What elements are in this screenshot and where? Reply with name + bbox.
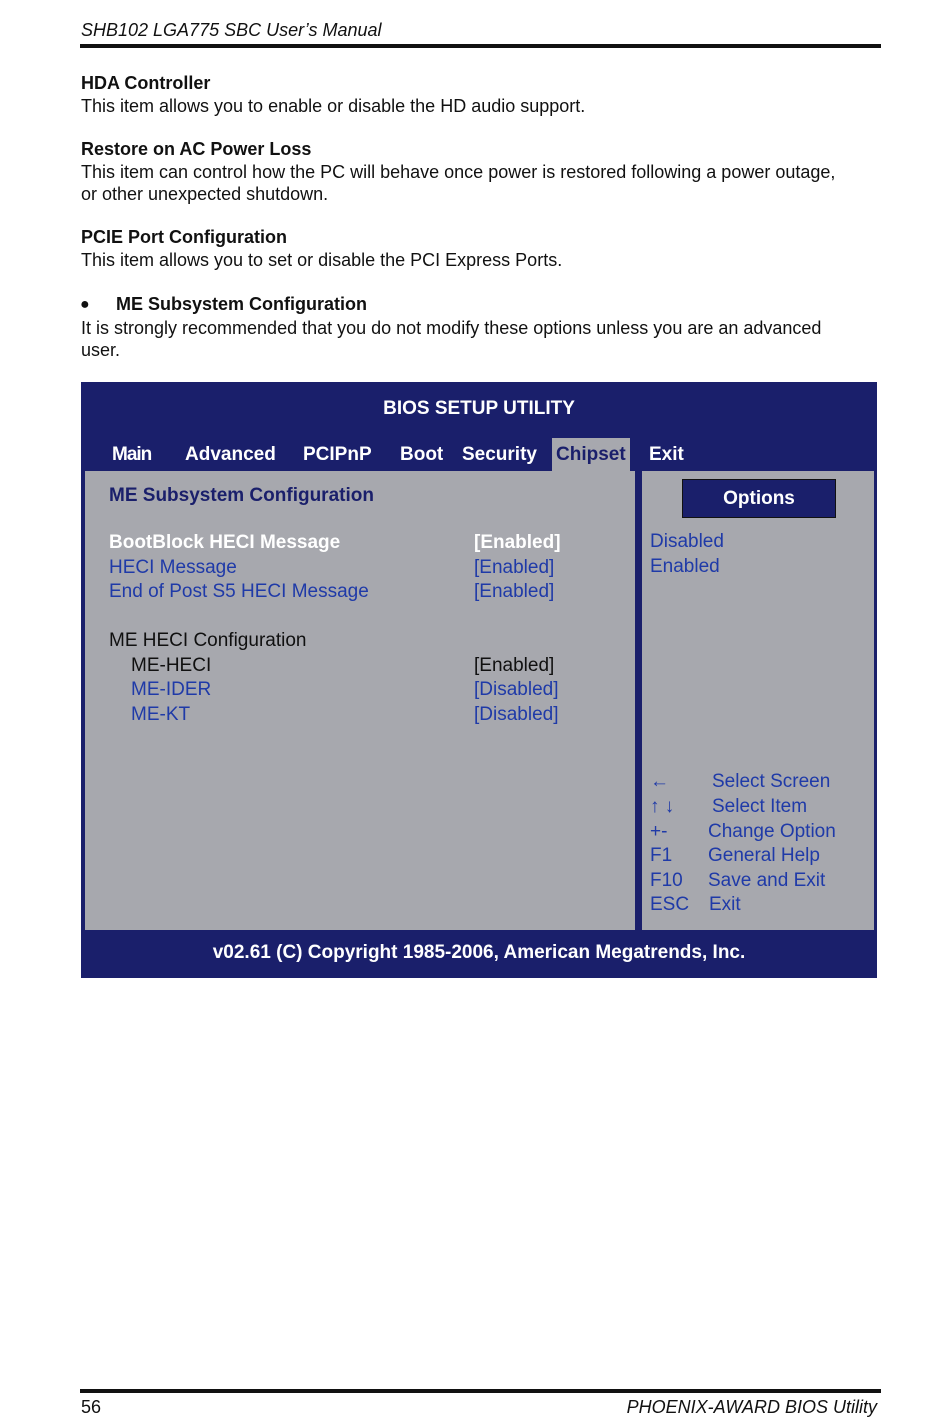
- menu-advanced[interactable]: Advanced: [185, 444, 276, 465]
- pcie-title: PCIE Port Configuration: [81, 227, 287, 247]
- hda-title: HDA Controller: [81, 73, 211, 93]
- header-rule: [80, 44, 881, 48]
- heci-message-label[interactable]: HECI Message: [109, 557, 237, 578]
- menu-pcipnp[interactable]: PCIPnP: [303, 444, 372, 465]
- me-heci-value: [Enabled]: [474, 655, 555, 676]
- help-key-esc: ESC: [650, 894, 690, 915]
- option-disabled[interactable]: Disabled: [650, 531, 724, 552]
- menu-exit[interactable]: Exit: [649, 444, 684, 465]
- help-exit: Exit: [709, 894, 741, 915]
- help-panel: [642, 471, 874, 930]
- bios-copyright: v02.61 (C) Copyright 1985-2006, American Megatrends, Inc.: [212, 942, 746, 963]
- bootblock-heci-label[interactable]: BootBlock HECI Message: [109, 532, 341, 553]
- heci-message-value[interactable]: [Enabled]: [474, 557, 555, 578]
- restore-text-line2: or other unexpected shutdown.: [81, 184, 329, 204]
- help-change-option: Change Option: [708, 821, 836, 842]
- footer-title: PHOENIX-AWARD BIOS Utility: [626, 1397, 877, 1417]
- me-heci-config-heading: ME HECI Configuration: [109, 630, 307, 651]
- help-save-exit: Save and Exit: [708, 870, 826, 891]
- help-key-f10: F10: [650, 870, 683, 891]
- end-of-post-label[interactable]: End of Post S5 HECI Message: [109, 581, 369, 602]
- menu-boot[interactable]: Boot: [400, 444, 444, 465]
- bullet-icon: ●: [80, 296, 90, 313]
- left-arrow-icon: ←: [650, 771, 669, 792]
- menu-security[interactable]: Security: [462, 444, 537, 465]
- help-key-f1: F1: [650, 845, 673, 866]
- help-select-screen: Select Screen: [712, 771, 831, 792]
- up-down-arrow-icon: ↑ ↓: [650, 796, 675, 817]
- panel-title: ME Subsystem Configuration: [109, 485, 374, 506]
- me-title: ME Subsystem Configuration: [116, 294, 368, 314]
- bootblock-heci-value[interactable]: [Enabled]: [474, 532, 561, 553]
- me-kt-value[interactable]: [Disabled]: [474, 704, 559, 725]
- pcie-text: This item allows you to set or disable the PCI Express Ports.: [81, 250, 563, 270]
- bios-title: BIOS SETUP UTILITY: [383, 398, 575, 419]
- options-header: Options: [682, 479, 836, 518]
- menu-main[interactable]: Main: [112, 444, 152, 465]
- end-of-post-value[interactable]: [Enabled]: [474, 581, 555, 602]
- restore-text-line1: This item can control how the PC will behave once power is restored following a power outage,: [81, 162, 836, 182]
- settings-panel: [85, 471, 639, 930]
- page-number: 56: [81, 1397, 102, 1417]
- option-enabled[interactable]: Enabled: [650, 556, 720, 577]
- bios-screenshot: [81, 382, 877, 978]
- me-ider-label[interactable]: ME-IDER: [131, 679, 212, 700]
- me-text-line2: user.: [81, 340, 121, 360]
- menu-chipset[interactable]: Chipset: [552, 438, 630, 472]
- me-text-line1: It is strongly recommended that you do not modify these options unless you are an advanced: [81, 318, 822, 338]
- help-select-item: Select Item: [712, 796, 808, 817]
- footer-rule: [80, 1389, 881, 1393]
- help-general-help: General Help: [708, 845, 820, 866]
- me-ider-value[interactable]: [Disabled]: [474, 679, 559, 700]
- me-kt-label[interactable]: ME-KT: [131, 704, 191, 725]
- me-heci-label: ME-HECI: [131, 655, 212, 676]
- manual-title: SHB102 LGA775 SBC User’s Manual: [81, 20, 382, 40]
- restore-title: Restore on AC Power Loss: [81, 139, 312, 159]
- help-key-plusminus: +-: [650, 821, 668, 842]
- hda-text: This item allows you to enable or disable the HD audio support.: [81, 96, 586, 116]
